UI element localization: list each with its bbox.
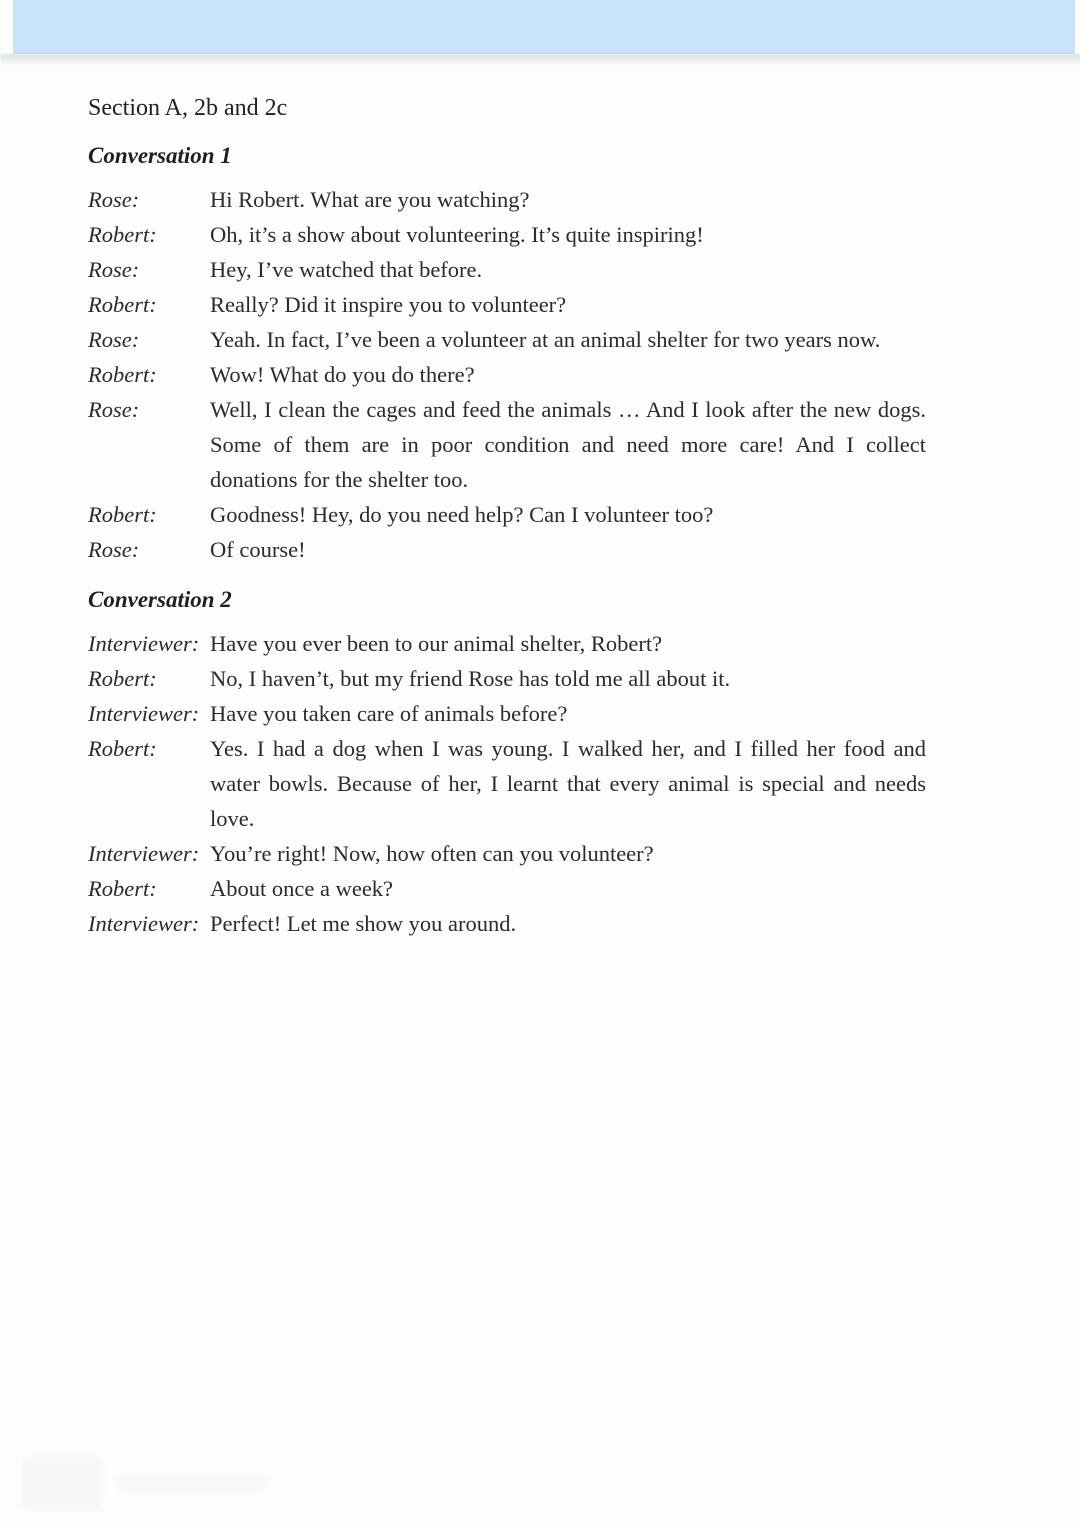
dialogue-row <box>88 217 926 252</box>
dialogue-row <box>88 497 926 532</box>
dialogue-text: You’re right! Now, how often can you volunteer? <box>210 841 654 866</box>
conversation-1-title: Conversation 1 <box>88 143 232 168</box>
dialogue-row <box>88 626 926 661</box>
dialogue-text: Really? Did it inspire you to volunteer? <box>210 292 567 317</box>
dialogue-row <box>88 357 926 392</box>
dialogue-row <box>88 182 926 217</box>
speaker-label: Robert: <box>88 292 157 317</box>
dialogue-row <box>88 871 926 906</box>
dialogue-text: Have you taken care of animals before? <box>210 701 568 726</box>
speaker-label: Interviewer: <box>88 911 200 936</box>
speaker-label: Robert: <box>88 362 157 387</box>
dialogue-row <box>88 836 926 871</box>
dialogue-row <box>88 287 926 322</box>
page-content <box>88 93 926 941</box>
speaker-label: Interviewer: <box>88 701 200 726</box>
speaker-label: Robert: <box>88 876 157 901</box>
dialogue-row <box>88 532 926 567</box>
watermark-text-shape <box>117 1474 267 1492</box>
speaker-label: Interviewer: <box>88 631 200 656</box>
dialogue-text: Hi Robert. What are you watching? <box>210 187 530 212</box>
top-blue-band <box>13 0 1075 54</box>
dialogue-text: Yes. I had a dog when I was young. I walked her, and I filled her food and water bowls. Because of her, I learnt that every animal is special and needs love. <box>210 736 926 831</box>
dialogue-text: Perfect! Let me show you around. <box>210 911 517 936</box>
dialogue-row <box>88 252 926 287</box>
watermark-logo-shape <box>22 1456 102 1511</box>
speaker-label: Rose: <box>88 187 140 212</box>
dialogue-text: About once a week? <box>210 876 394 901</box>
dialogue-row <box>88 696 926 731</box>
dialogue-text: Yeah. In fact, I’ve been a volunteer at an animal shelter for two years now. <box>210 327 881 352</box>
speaker-label: Interviewer: <box>88 841 200 866</box>
conversation-2 <box>88 585 926 941</box>
speaker-label: Robert: <box>88 502 157 527</box>
dialogue-row <box>88 731 926 836</box>
dialogue-text: No, I haven’t, but my friend Rose has told me all about it. <box>210 666 731 691</box>
dialogue-text: Oh, it’s a show about volunteering. It’s quite inspiring! <box>210 222 704 247</box>
speaker-label: Rose: <box>88 257 140 282</box>
dialogue-text: Have you ever been to our animal shelter, Robert? <box>210 631 663 656</box>
conversation-2-title: Conversation 2 <box>88 587 232 612</box>
section-title: Section A, 2b and 2c <box>88 95 288 121</box>
speaker-label: Rose: <box>88 327 140 352</box>
speaker-label: Rose: <box>88 537 140 562</box>
speaker-label: Rose: <box>88 397 140 422</box>
faint-watermark <box>22 1452 282 1514</box>
dialogue-text: Goodness! Hey, do you need help? Can I volunteer too? <box>210 502 714 527</box>
speaker-label: Robert: <box>88 666 157 691</box>
dialogue-row <box>88 906 926 941</box>
dialogue-row <box>88 322 926 357</box>
speaker-label: Robert: <box>88 736 157 761</box>
dialogue-text: Well, I clean the cages and feed the animals … And I look after the new dogs. Some of them are in poor condition and need more care! And I collect donations for the shelter too. <box>210 397 926 492</box>
speaker-label: Robert: <box>88 222 157 247</box>
dialogue-text: Wow! What do you do there? <box>210 362 475 387</box>
scan-smudge <box>0 54 1080 66</box>
conversation-1 <box>88 141 926 567</box>
dialogue-text: Hey, I’ve watched that before. <box>210 257 483 282</box>
dialogue-row <box>88 392 926 497</box>
dialogue-row <box>88 661 926 696</box>
dialogue-text: Of course! <box>210 537 306 562</box>
